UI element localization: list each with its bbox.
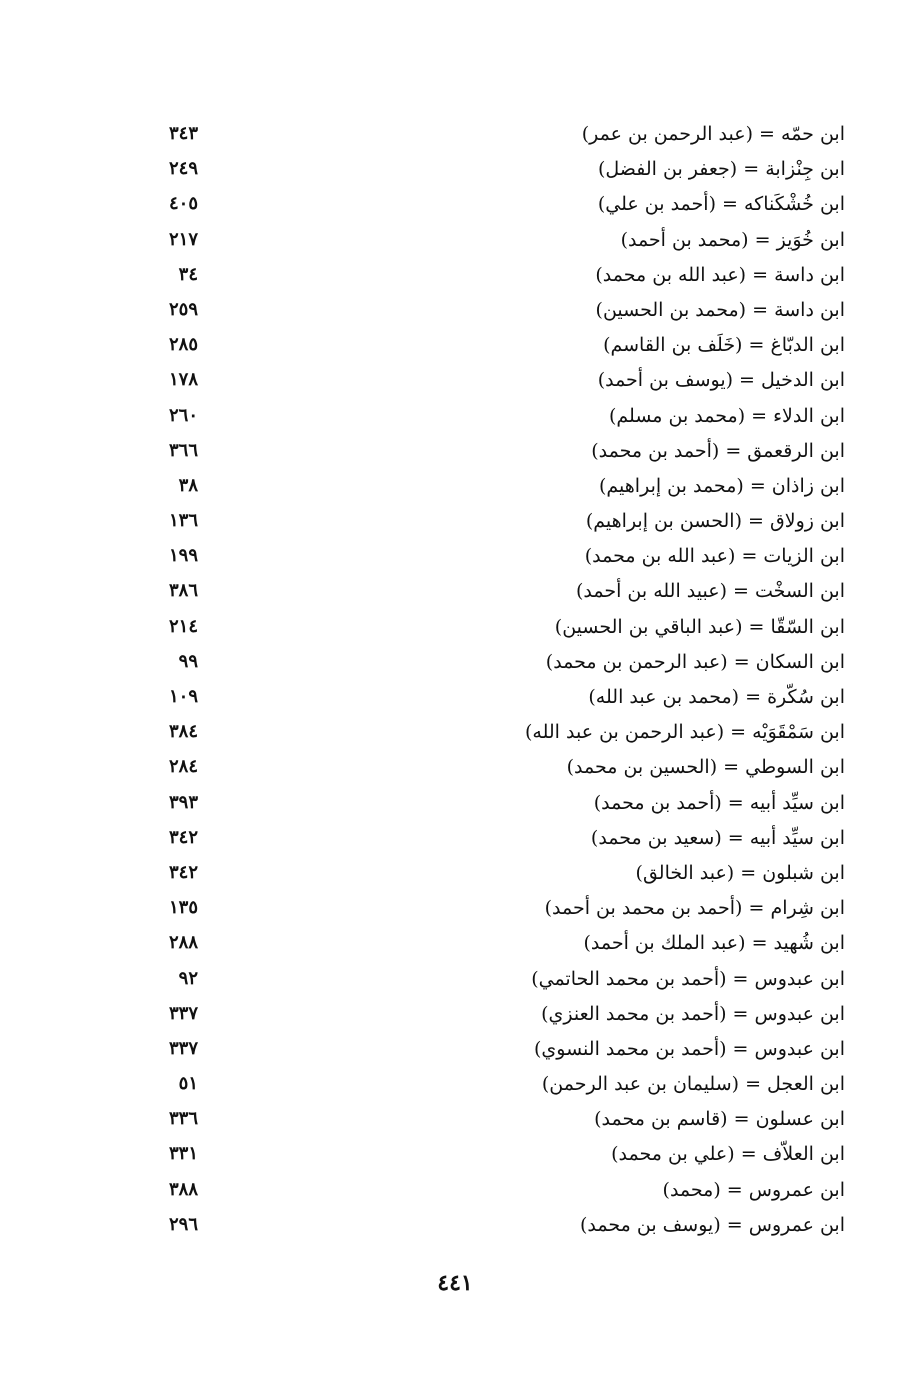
page-number: ٤٤١ [437, 1270, 473, 1296]
entry-name: ابن عمروس = (محمد) [662, 1178, 845, 1201]
entry-page-number: ٢٨٤ [168, 756, 198, 778]
index-entry [130, 716, 845, 751]
index-entry [130, 435, 845, 470]
index-entry [130, 153, 845, 188]
index-entry [130, 1209, 845, 1244]
entry-name: ابن السخْت = (عبيد الله بن أحمد) [575, 580, 845, 603]
entry-page-number: ٣٤٢ [168, 861, 198, 883]
entry-page-number: ٣٣٧ [168, 1002, 198, 1024]
index-entry [130, 751, 845, 786]
index-entry [130, 927, 845, 962]
entry-page-number: ٣٩٣ [168, 791, 198, 813]
entry-page-number: ٩٢ [178, 967, 198, 989]
entry-page-number: ٢٥٩ [168, 298, 198, 320]
entry-page-number: ٣٨٦ [168, 580, 198, 602]
entry-name: ابن السكان = (عبد الرحمن بن محمد) [545, 650, 845, 673]
entry-page-number: ٣٣٦ [168, 1108, 198, 1130]
entry-name: ابن سيِّد أبيه = (سعيد بن محمد) [590, 826, 845, 849]
entry-page-number: ٢٤٩ [168, 158, 198, 180]
entry-page-number: ٣٦٦ [168, 439, 198, 461]
entry-page-number: ٢٨٥ [168, 334, 198, 356]
entry-name: ابن عمروس = (يوسف بن محمد) [580, 1213, 845, 1236]
index-entry [130, 646, 845, 681]
index-entry [130, 998, 845, 1033]
entry-page-number: ٢٩٦ [168, 1213, 198, 1235]
entry-name: ابن داسة = (محمد بن الحسين) [595, 298, 845, 321]
index-entry [130, 787, 845, 822]
entry-name: ابن جِنْزابة = (جعفر بن الفضل) [598, 158, 845, 181]
index-entry [130, 364, 845, 399]
entry-name: ابن شبلون = (عبد الخالق) [635, 861, 845, 884]
index-entry [130, 1138, 845, 1173]
index-entry [130, 1068, 845, 1103]
entry-name: ابن عبدوس = (أحمد بن محمد الحاتمي) [531, 967, 845, 990]
entry-name: ابن الدبّاغ = (خَلَف بن القاسم) [603, 334, 845, 357]
entry-page-number: ٣٨٨ [168, 1178, 198, 1200]
entry-page-number: ٤٠٥ [168, 193, 198, 215]
entry-name: ابن عسلون = (قاسم بن محمد) [594, 1108, 845, 1131]
entry-name: ابن حمّه = (عبد الرحمن بن عمر) [581, 123, 845, 145]
index-entry [130, 470, 845, 505]
index-entry [130, 188, 845, 223]
entry-page-number: ١٣٦ [168, 510, 198, 532]
entry-name: ابن الرقعمق = (أحمد بن محمد) [591, 439, 845, 462]
entry-name: ابن الزيات = (عبد الله بن محمد) [584, 545, 845, 568]
index-entry [130, 963, 845, 998]
index-entry [130, 681, 845, 716]
entry-page-number: ٣٤٣ [168, 123, 198, 144]
index-entry [130, 505, 845, 540]
entry-page-number: ٣٤٢ [168, 826, 198, 848]
entry-page-number: ٣٣٧ [168, 1037, 198, 1059]
entry-page-number: ٢١٤ [168, 615, 198, 637]
entry-name: ابن زاذان = (محمد بن إبراهيم) [599, 474, 845, 497]
entry-page-number: ٣٨ [178, 474, 198, 496]
entry-page-number: ٢٦٠ [168, 404, 198, 426]
index-entry [130, 575, 845, 610]
entry-name: ابن العجل = (سليمان بن عبد الرحمن) [541, 1073, 845, 1096]
entry-page-number: ١٠٩ [168, 686, 198, 707]
entry-name: ابن العلاّف = (علي بن محمد) [611, 1143, 845, 1166]
index-entry [130, 1103, 845, 1138]
entry-name: ابن شُهيد = (عبد الملك بن أحمد) [583, 932, 845, 955]
index-entry [130, 1174, 845, 1209]
index-entry [130, 540, 845, 575]
entry-page-number: ٢١٧ [168, 228, 198, 250]
entry-name: ابن خُوَيز = (محمد بن أحمد) [620, 228, 845, 251]
entry-name: ابن عبدوس = (أحمد بن محمد النسوي) [534, 1037, 845, 1060]
entry-name: ابن خُشْكَناكه = (أحمد بن علي) [597, 193, 845, 216]
entry-name: ابن زولاق = (الحسن بن إبراهيم) [585, 510, 845, 533]
entry-name: ابن سيِّد أبيه = (أحمد بن محمد) [593, 791, 845, 814]
index-entry [130, 822, 845, 857]
index-list [130, 118, 845, 1244]
entry-name: ابن سُكّرة = (محمد بن عبد الله) [588, 686, 845, 708]
entry-name: ابن الدخيل = (يوسف بن أحمد) [597, 369, 845, 392]
index-entry [130, 1033, 845, 1068]
entry-name: ابن سَمْقَوَيْه = (عبد الرحمن بن عبد الله) [525, 721, 845, 744]
index-entry [130, 118, 845, 153]
entry-page-number: ٣٤ [178, 263, 198, 285]
entry-page-number: ٩٩ [178, 650, 198, 672]
entry-name: ابن السوطي = (الحسين بن محمد) [566, 756, 845, 779]
index-entry [130, 857, 845, 892]
index-entry [130, 224, 845, 259]
entry-name: ابن السّقّا = (عبد الباقي بن الحسين) [554, 615, 845, 638]
index-entry [130, 400, 845, 435]
entry-name: ابن الدلاء = (محمد بن مسلم) [609, 404, 845, 427]
entry-page-number: ١٣٥ [168, 897, 198, 919]
entry-page-number: ٥١ [178, 1073, 198, 1095]
index-entry [130, 259, 845, 294]
entry-name: ابن عبدوس = (أحمد بن محمد العنزي) [541, 1002, 845, 1025]
entry-page-number: ٢٨٨ [168, 932, 198, 954]
entry-page-number: ٣٣١ [168, 1143, 198, 1165]
index-entry [130, 611, 845, 646]
entry-name: ابن شِرام = (أحمد بن محمد بن أحمد) [544, 897, 845, 920]
index-entry [130, 329, 845, 364]
index-entry [130, 294, 845, 329]
entry-name: ابن داسة = (عبد الله بن محمد) [595, 263, 845, 286]
entry-page-number: ١٧٨ [168, 369, 198, 391]
index-entry [130, 892, 845, 927]
entry-page-number: ١٩٩ [168, 545, 198, 567]
entry-page-number: ٣٨٤ [168, 721, 198, 743]
